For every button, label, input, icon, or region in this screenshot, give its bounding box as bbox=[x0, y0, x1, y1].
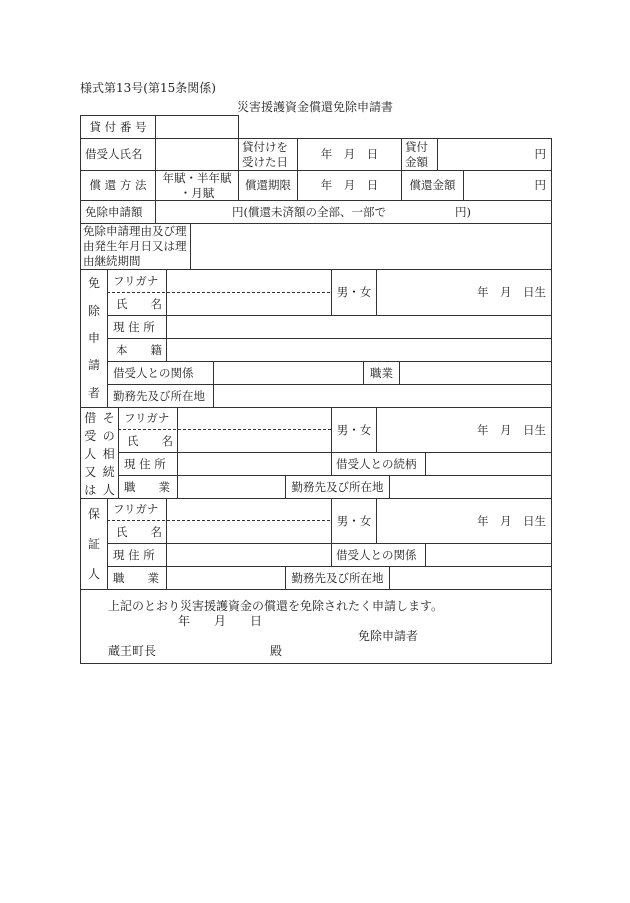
applicant-relation-label: 借受人との関係 bbox=[113, 365, 194, 380]
applicant-workplace-label: 勤務先及び所在地 bbox=[113, 388, 205, 403]
repay-method-value bbox=[156, 171, 238, 200]
guarantor-name-label: 氏 名 bbox=[116, 524, 162, 539]
loan-date-label-line1: 貸付けを bbox=[242, 140, 288, 155]
applicant-section-char: 者 bbox=[87, 385, 100, 400]
repay-amount-label: 償還金額 bbox=[409, 178, 456, 193]
applicant-section-label bbox=[81, 270, 107, 407]
guarantor-address-label: 現 住 所 bbox=[113, 547, 155, 562]
repay-deadline-value: 年 月 日 bbox=[320, 178, 379, 193]
loan-amount-unit: 円 bbox=[534, 147, 546, 162]
honorific: 殿 bbox=[270, 644, 283, 658]
applicant-section-char: 申 bbox=[87, 330, 100, 345]
exemption-amount-value: 円(償還未済額の全部、一部で 円) bbox=[232, 204, 471, 219]
guarantor-birth: 年 月 日生 bbox=[477, 513, 546, 528]
heir-section-char: 借 bbox=[84, 410, 97, 425]
heir-furigana-label: フリガナ bbox=[124, 411, 170, 426]
heir-address-label: 現 住 所 bbox=[124, 456, 166, 471]
heir-section-char: 続 bbox=[102, 464, 115, 479]
loan-date-value: 年 月 日 bbox=[320, 147, 379, 162]
applicant-name-label: 氏 名 bbox=[116, 296, 162, 311]
heir-birth: 年 月 日生 bbox=[477, 422, 546, 437]
form-number-label: 様式第13号(第15条関係) bbox=[80, 81, 216, 95]
guarantor-section-char: 人 bbox=[87, 566, 100, 581]
addressee: 蔵王町長 bbox=[108, 644, 157, 658]
repay-amount-unit: 円 bbox=[534, 178, 546, 193]
loan-amount-label-line2: 金額 bbox=[405, 154, 428, 169]
heir-section-label bbox=[81, 408, 118, 498]
heir-section-char: の bbox=[102, 428, 115, 443]
heir-section-char: 人 bbox=[84, 446, 97, 461]
exemption-amount-label: 免除申請額 bbox=[85, 204, 143, 219]
declaration-date: 年 月 日 bbox=[178, 614, 263, 628]
heir-section-char: 又 bbox=[84, 464, 97, 479]
heir-section-char: 相 bbox=[102, 446, 115, 461]
exemption-reason-label: 免除申請理由及び理由発生年月日又は理由継続期間 bbox=[83, 224, 187, 268]
guarantor-gender: 男・女 bbox=[336, 513, 372, 528]
borrower-name-label: 借受人氏名 bbox=[85, 147, 143, 162]
heir-gender: 男・女 bbox=[336, 422, 372, 437]
applicant-birth: 年 月 日生 bbox=[477, 285, 546, 300]
loan-amount-label bbox=[405, 139, 437, 170]
form-title: 災害援護資金償還免除申請書 bbox=[236, 100, 393, 114]
applicant-domicile-label: 本 籍 bbox=[116, 342, 162, 357]
applicant-furigana-label: フリガナ bbox=[113, 273, 159, 288]
repay-deadline-label: 償還期限 bbox=[245, 178, 291, 193]
applicant-section-char: 請 bbox=[87, 358, 100, 373]
declaration-applicant-label: 免除申請者 bbox=[358, 629, 419, 643]
loan-amount-label-line1: 貸付 bbox=[405, 140, 428, 155]
guarantor-section-label bbox=[81, 499, 107, 589]
repay-method-value-line1: 年賦・半年賦 bbox=[162, 171, 232, 186]
guarantor-section-char: 証 bbox=[87, 536, 100, 551]
guarantor-section-char: 保 bbox=[87, 506, 100, 521]
heir-occupation-label: 職 業 bbox=[124, 479, 170, 494]
applicant-gender: 男・女 bbox=[336, 285, 372, 300]
heir-name-label: 氏 名 bbox=[127, 433, 173, 448]
heir-section-char: は bbox=[84, 482, 97, 497]
heir-workplace-label: 勤務先及び所在地 bbox=[291, 479, 384, 494]
guarantor-occupation-label: 職 業 bbox=[113, 570, 159, 585]
guarantor-workplace-label: 勤務先及び所在地 bbox=[291, 570, 384, 585]
guarantor-relation-label: 借受人との関係 bbox=[336, 547, 417, 562]
declaration-statement: 上記のとおり災害援護資金の償還を免除されたく申請します。 bbox=[108, 599, 444, 613]
loan-date-label-line2: 受けた日 bbox=[242, 154, 288, 169]
heir-section-char: 受 bbox=[84, 428, 97, 443]
repay-method-label: 償 還 方 法 bbox=[89, 178, 147, 193]
repay-method-value-line2: ・月賦 bbox=[179, 185, 215, 200]
guarantor-furigana-label: フリガナ bbox=[113, 502, 159, 517]
applicant-section-char: 免 bbox=[87, 276, 100, 291]
heir-section-char: そ bbox=[102, 410, 115, 425]
heir-relation-label: 借受人との続柄 bbox=[336, 456, 417, 471]
applicant-section-char: 除 bbox=[87, 303, 100, 318]
loan-date-label bbox=[242, 139, 297, 170]
heir-section-char: 人 bbox=[102, 482, 115, 497]
applicant-occupation-label: 職業 bbox=[370, 365, 393, 380]
applicant-address-label: 現 住 所 bbox=[113, 319, 155, 334]
loan-number-label: 貸 付 番 号 bbox=[89, 119, 147, 134]
